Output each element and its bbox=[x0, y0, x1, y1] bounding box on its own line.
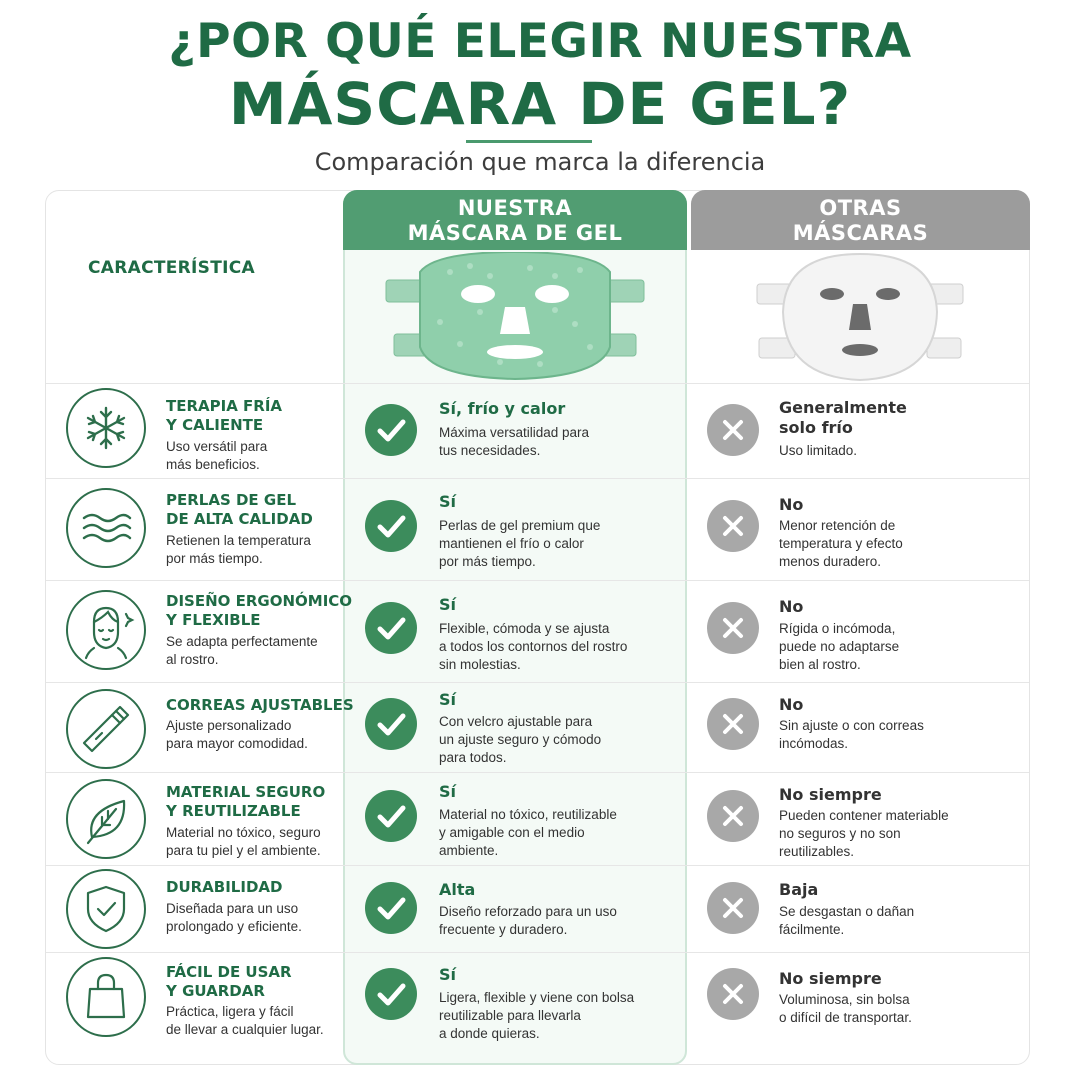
row-divider bbox=[46, 580, 1029, 581]
row-divider bbox=[46, 865, 1029, 866]
ours-value-description: Ligera, flexible y viene con bolsa reutilizable para llevarla a donde quieras. bbox=[439, 990, 635, 1041]
feature-title: DISEÑO ERGONÓMICO Y FLEXIBLE bbox=[166, 592, 353, 629]
check-icon bbox=[365, 404, 417, 456]
ours-value-description: Flexible, cómoda y se ajusta a todos los contornos del rostro sin molestias. bbox=[439, 621, 628, 672]
cross-icon bbox=[707, 790, 759, 842]
bag-icon bbox=[66, 957, 146, 1037]
others-value-description: Pueden contener materiable no seguros y no son reutilizables. bbox=[779, 808, 949, 859]
ours-value-description: Perlas de gel premium que mantienen el frío o calor por más tiempo. bbox=[439, 518, 601, 569]
check-icon bbox=[365, 698, 417, 750]
ours-value-title: Sí bbox=[439, 595, 457, 614]
row-divider bbox=[46, 772, 1029, 773]
others-value-description: Menor retención de temperatura y efecto menos duradero. bbox=[779, 518, 903, 569]
ours-value-title: Sí bbox=[439, 965, 457, 984]
others-value-title: No bbox=[779, 495, 804, 514]
ours-value-description: Diseño reforzado para un uso frecuente y duradero. bbox=[439, 904, 617, 937]
feature-title: CORREAS AJUSTABLES bbox=[166, 696, 354, 714]
feature-title: DURABILIDAD bbox=[166, 878, 283, 896]
other-mask-image bbox=[755, 252, 965, 382]
ours-value-description: Material no tóxico, reutilizable y amigable con el medio ambiente. bbox=[439, 807, 617, 858]
others-value-title: No bbox=[779, 695, 804, 714]
leaf-icon bbox=[66, 779, 146, 859]
feature-description: Material no tóxico, seguro para tu piel y el ambiente. bbox=[166, 825, 321, 858]
feature-title: FÁCIL DE USAR Y GUARDAR bbox=[166, 963, 292, 1000]
feature-description: Diseñada para un uso prolongado y eficiente. bbox=[166, 901, 302, 934]
ours-value-description: Con velcro ajustable para un ajuste seguro y cómodo para todos. bbox=[439, 714, 602, 765]
row-divider bbox=[46, 478, 1029, 479]
ours-value-description: Máxima versatilidad para tus necesidades. bbox=[439, 425, 590, 458]
check-icon bbox=[365, 602, 417, 654]
feature-description: Retienen la temperatura por más tiempo. bbox=[166, 533, 311, 566]
others-value-title: No siempre bbox=[779, 785, 882, 804]
others-value-description: Voluminosa, sin bolsa o difícil de transportar. bbox=[779, 992, 912, 1025]
cross-icon bbox=[707, 882, 759, 934]
row-divider bbox=[46, 952, 1029, 953]
others-value-title: Baja bbox=[779, 880, 819, 899]
page-title-line2: MÁSCARA DE GEL? bbox=[228, 70, 852, 138]
others-value-title: No bbox=[779, 597, 804, 616]
others-value-description: Sin ajuste o con correas incómodas. bbox=[779, 718, 924, 751]
face-icon bbox=[66, 590, 146, 670]
feature-column-header: CARACTERÍSTICA bbox=[88, 258, 255, 278]
row-divider bbox=[46, 383, 1029, 384]
ours-value-title: Alta bbox=[439, 880, 476, 899]
ours-value-title: Sí, frío y calor bbox=[439, 399, 566, 418]
cross-icon bbox=[707, 968, 759, 1020]
title-underline bbox=[466, 140, 592, 143]
feature-title: PERLAS DE GEL DE ALTA CALIDAD bbox=[166, 491, 313, 528]
check-icon bbox=[365, 882, 417, 934]
others-value-title: Generalmente solo frío bbox=[779, 398, 907, 437]
ours-value-title: Sí bbox=[439, 782, 457, 801]
cross-icon bbox=[707, 602, 759, 654]
gel-mask-image bbox=[380, 252, 650, 382]
feature-description: Práctica, ligera y fácil de llevar a cualquier lugar. bbox=[166, 1004, 324, 1037]
cross-icon bbox=[707, 500, 759, 552]
others-value-title: No siempre bbox=[779, 969, 882, 988]
ours-column-header: NUESTRA MÁSCARA DE GEL bbox=[343, 190, 687, 250]
feature-description: Se adapta perfectamente al rostro. bbox=[166, 634, 318, 667]
shield-check-icon bbox=[66, 869, 146, 949]
ours-value-title: Sí bbox=[439, 492, 457, 511]
others-value-description: Rígida o incómoda, puede no adaptarse bien al rostro. bbox=[779, 621, 900, 672]
others-value-description: Uso limitado. bbox=[779, 443, 858, 458]
others-value-description: Se desgastan o dañan fácilmente. bbox=[779, 904, 915, 937]
cross-icon bbox=[707, 404, 759, 456]
check-icon bbox=[365, 790, 417, 842]
ours-value-title: Sí bbox=[439, 690, 457, 709]
check-icon bbox=[365, 500, 417, 552]
feature-description: Uso versátil para más beneficios. bbox=[166, 439, 268, 472]
waves-icon bbox=[66, 488, 146, 568]
strap-icon bbox=[66, 689, 146, 769]
feature-title: MATERIAL SEGURO Y REUTILIZABLE bbox=[166, 783, 326, 820]
feature-description: Ajuste personalizado para mayor comodidad. bbox=[166, 718, 308, 751]
page-subtitle: Comparación que marca la diferencia bbox=[314, 148, 766, 176]
cross-icon bbox=[707, 698, 759, 750]
feature-title: TERAPIA FRÍA Y CALIENTE bbox=[166, 397, 283, 434]
snowflake-icon bbox=[66, 388, 146, 468]
page-title-line1: ¿POR QUÉ ELEGIR NUESTRA bbox=[168, 14, 912, 69]
others-column-header: OTRAS MÁSCARAS bbox=[691, 190, 1030, 250]
row-divider bbox=[46, 682, 1029, 683]
check-icon bbox=[365, 968, 417, 1020]
